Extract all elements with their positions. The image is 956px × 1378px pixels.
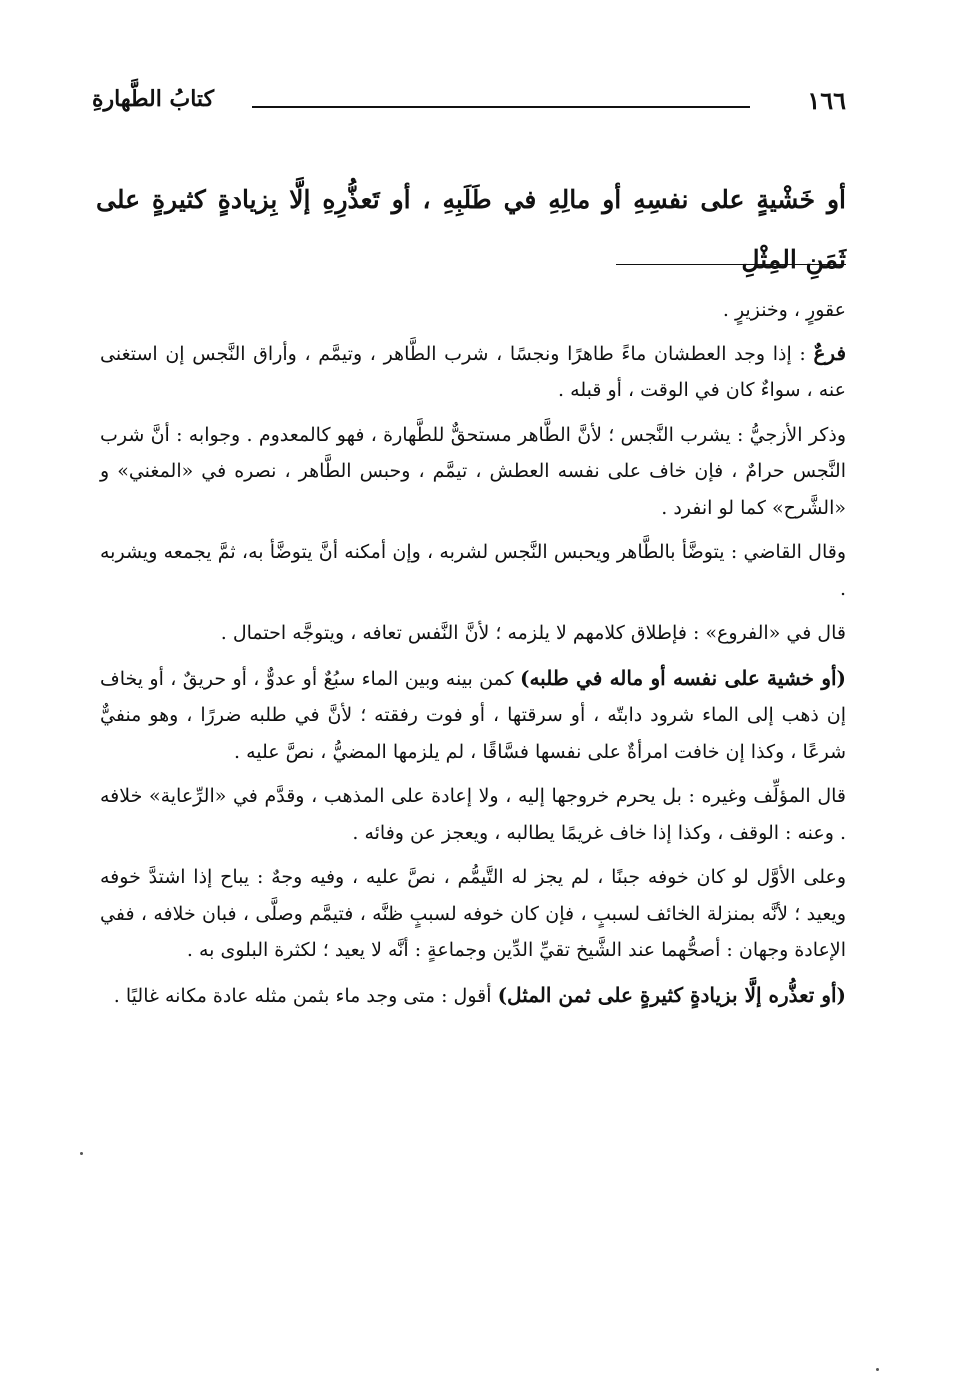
paragraph-lead: (أو تعذُّره إلَّا بزيادةٍ كثيرةٍ على ثمن المثل): [497, 982, 846, 1007]
page-number: ١٦٦: [807, 86, 846, 115]
commentary-body: [100, 292, 846, 1022]
paragraph-3: [100, 417, 846, 527]
paragraph-9: [100, 977, 846, 1015]
paragraph-5: [100, 615, 846, 652]
paragraph-7: [100, 778, 846, 851]
paragraph-text: قال المؤلِّف وغيره : بل يحرم خروجها إليه ، ولا إعادة على المذهب ، وقدَّم في «الرِّعاية» خلافه . وعنه : الوقف ، وكذا إذا خاف غريمًا يطالبه ، ويعجز عن وفائه .: [100, 785, 846, 844]
book-title: كتابُ الطَّهارةِ: [92, 86, 215, 112]
paragraph-4: [100, 534, 846, 607]
paragraph-1: [100, 292, 846, 329]
paragraph-lead: فرعٌ: [813, 340, 846, 365]
paragraph-text: وقال القاضي : يتوضَّأ بالطَّاهر ويحبس النَّجس لشربه ، وإن أمكنه أنَّ يتوضَّأ به، ثمَّ يجمعه ويشربه .: [100, 541, 846, 600]
paragraph-lead: (أو خشية على نفسه أو ماله في طلبه): [519, 665, 846, 690]
paragraph-text: عقورٍ ، وخنزيرٍ .: [722, 299, 846, 321]
header-rule: [252, 106, 750, 108]
paragraph-text: : إذا وجد العطشان ماءً طاهرًا ونجسًا ، شرب الطَّاهر ، وتيمَّم ، وأراق النَّجس إن استغنى عنه ، سواءٌ كان في الوقت ، أو قبله .: [100, 342, 846, 401]
paragraph-6: [100, 660, 846, 771]
paragraph-text: قال في «الفروع» : فإطلاق كلامهم لا يلزمه ؛ لأنَّ النَّفس تعافه ، ويتوجَّه احتمال .: [220, 622, 846, 644]
matn-separator: [616, 264, 846, 265]
paragraph-8: [100, 859, 846, 969]
paragraph-2: [100, 335, 846, 409]
page-header: [92, 82, 846, 122]
paragraph-text: أقول : متى وجد ماء بثمن مثله عادة مكانه غاليًا .: [113, 984, 498, 1007]
paragraph-text: وذكر الأزجيُّ : يشرب النَّجس ؛ لأنَّ الطَّاهر مستحقٌّ للطَّهارة ، فهو كالمعدوم . وجوابه : أنَّ شرب النَّجس حرامٌ ، فإن خاف على نفسه العطش ، تيمَّم ، وحبس الطَّاهر ، نصره في «المغني» و «الشَّرح» كما لو انفرد .: [100, 423, 846, 519]
paragraph-text: وعلى الأوَّل لو كان خوفه جبنًا ، لم يجز له التَّيمُّم ، نصَّ عليه ، وفيه وجهٌ : يباح إذا اشتدَّ خوفه ويعيد ؛ لأنَّه بمنزلة الخائف لسببٍ ، فإن كان خوفه لسببٍ ظنَّه ، فتيمَّم وصلَّى ، فبان خلافه ، ففي الإعادة وجهان : أصحُّهما عند الشَّيخ تقيِّ الدِّين وجماعةٍ : أنَّه لا يعيد ؛ لكثرة البلوى به .: [100, 866, 846, 961]
scan-speck: [876, 1368, 879, 1371]
paragraph-text: كمن بينه وبين الماء سبُعٌ أو عدوٌّ ، أو حريقٌ ، أو يخاف إن ذهب إلى الماء شرود دابتّه ، أو سرقتها ، أو فوت رفقته ؛ لأنَّ في طلبه ضررًا ، وهو منفيٌّ شرعًا ، وكذا إن خافت امرأةٌ على نفسها فسَّاقًا ، لم يلزمها المضيُّ ، نصَّ عليه .: [100, 667, 846, 763]
matn-text: أو خَشْيةٍ على نفسِهِ أو مالِهِ في طَلَبِهِ ، أو تَعذُّرِهِ إلَّا بِزيادةٍ كثيرةٍ على ثَمَنِ المِثْلِ: [96, 185, 846, 274]
scan-speck: [80, 1152, 83, 1155]
